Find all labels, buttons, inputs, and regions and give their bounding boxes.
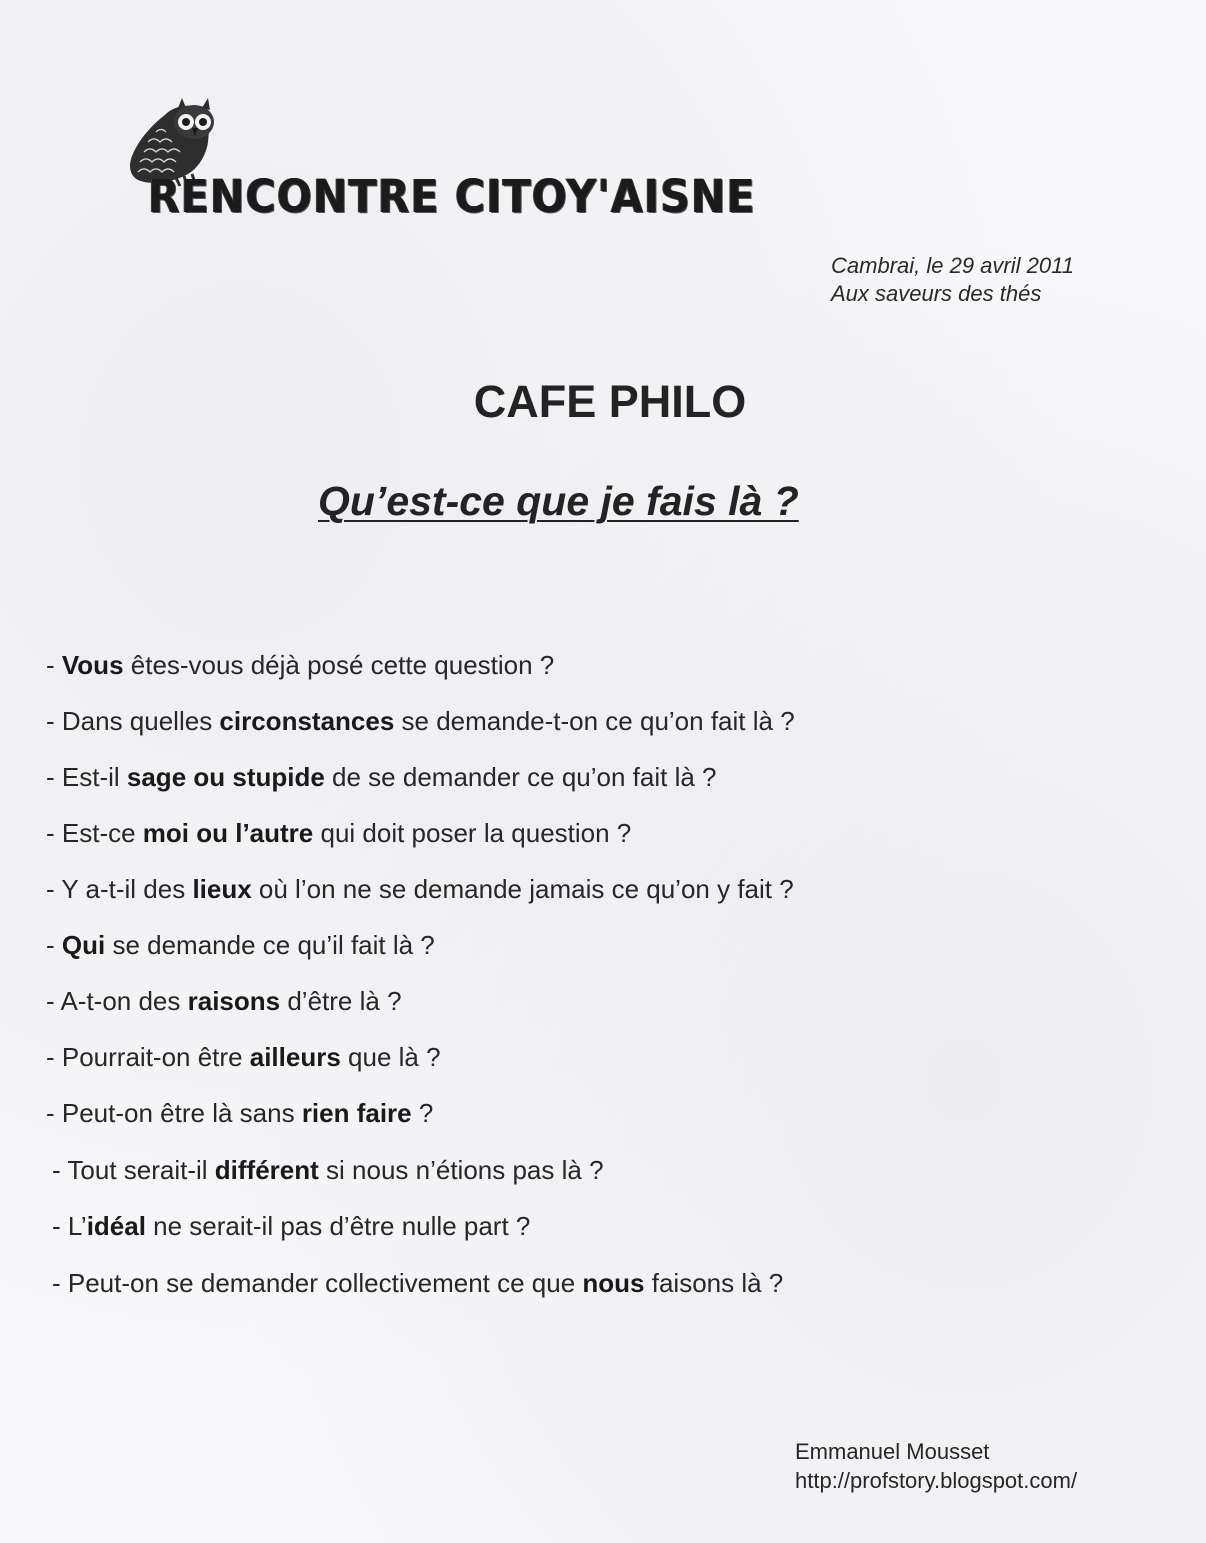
date-line: Cambrai, le 29 avril 2011	[831, 253, 1074, 278]
list-item: - Tout serait-il différent si nous n’étions pas là ?	[52, 1155, 604, 1185]
list-item: - Pourrait-on être ailleurs que là ?	[46, 1042, 441, 1072]
list-item: - Qui se demande ce qu’il fait là ?	[46, 930, 435, 960]
date-venue-block	[831, 252, 1074, 308]
list-item: - Dans quelles circonstances se demande-t-on ce qu’on fait là ?	[46, 706, 795, 736]
author-name: Emmanuel Mousset	[795, 1439, 990, 1464]
list-item: - Vous êtes-vous déjà posé cette question ?	[46, 650, 555, 680]
venue-line: Aux saveurs des thés	[831, 281, 1042, 306]
signature-block	[795, 1437, 1077, 1495]
list-item: - Peut-on se demander collectivement ce que nous faisons là ?	[52, 1268, 784, 1298]
list-item: - L’idéal ne serait-il pas d’être nulle part ?	[52, 1211, 531, 1241]
blog-url: http://profstory.blogspot.com/	[795, 1468, 1078, 1493]
page-title: CAFE PHILO	[473, 376, 747, 427]
list-item: - Est-ce moi ou l’autre qui doit poser la question ?	[46, 818, 632, 848]
list-item: - Est-il sage ou stupide de se demander ce qu’on fait là ?	[46, 762, 717, 792]
list-item: - Peut-on être là sans rien faire ?	[46, 1098, 434, 1128]
list-item: - Y a-t-il des lieux où l’on ne se demande jamais ce qu’on y fait ?	[46, 874, 794, 904]
page-subtitle: Qu’est-ce que je fais là ?	[318, 478, 799, 524]
organization-title: RENCONTRE CITOY'AISNE	[148, 170, 756, 223]
list-item: - A-t-on des raisons d’être là ?	[46, 986, 402, 1016]
